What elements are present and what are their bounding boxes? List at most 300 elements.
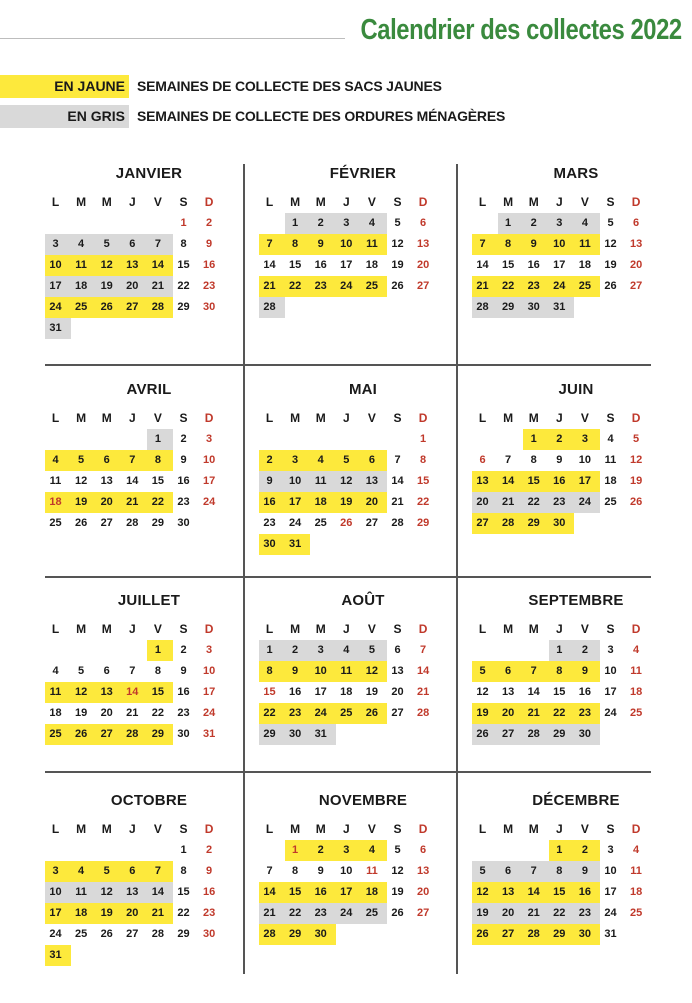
day-cell: 28 — [151, 928, 165, 940]
weekday-header: M — [315, 622, 326, 636]
weekday-header: V — [367, 622, 376, 636]
day-cell: 17 — [202, 475, 216, 487]
day-cell: 11 — [579, 238, 591, 250]
day-cell: 22 — [527, 496, 540, 508]
day-cell: 21 — [391, 496, 404, 508]
weekday-header: J — [555, 622, 563, 636]
day-cell: 28 — [126, 517, 139, 529]
month-11 — [259, 792, 467, 982]
day-cell: 5 — [607, 217, 614, 229]
day-cell: 2 — [206, 217, 213, 229]
day-cell: 21 — [527, 707, 540, 719]
day-cell: 31 — [288, 538, 302, 550]
day-cell: 25 — [74, 301, 88, 313]
day-cell: 16 — [177, 475, 190, 487]
day-cell: 25 — [629, 707, 643, 719]
day-cell: 18 — [629, 686, 643, 698]
day-cell: 22 — [177, 280, 190, 292]
day-cell: 22 — [288, 280, 302, 292]
day-cell: 12 — [365, 665, 379, 677]
day-cell: 25 — [365, 907, 379, 919]
day-cell: 5 — [103, 865, 110, 877]
day-cell: 26 — [629, 496, 643, 508]
day-cell: 24 — [604, 907, 617, 919]
day-cell: 8 — [180, 238, 187, 250]
day-cell: 21 — [263, 280, 276, 292]
weekday-header: V — [367, 822, 376, 836]
day-cell: 26 — [365, 707, 379, 719]
day-cell: 4 — [607, 433, 614, 445]
day-cell: 1 — [292, 844, 299, 856]
weekday-header: M — [503, 822, 514, 836]
day-cell: 8 — [154, 665, 161, 677]
day-cell: 20 — [501, 907, 515, 919]
day-cell: 14 — [151, 259, 165, 271]
weekday-header: M — [101, 411, 112, 425]
day-cell: 6 — [129, 865, 136, 877]
day-cell: 10 — [202, 454, 216, 466]
day-cell: 22 — [288, 907, 302, 919]
month-8 — [259, 592, 467, 782]
day-cell: 21 — [416, 686, 430, 698]
weekday-header: S — [393, 822, 402, 836]
day-cell: 6 — [129, 238, 136, 250]
day-cell: 28 — [501, 517, 515, 529]
weekday-header: M — [315, 195, 326, 209]
day-cell: 20 — [501, 707, 515, 719]
weekday-header: L — [478, 411, 487, 425]
day-cell: 14 — [263, 886, 276, 898]
day-cell: 21 — [126, 496, 139, 508]
weekday-header: L — [478, 195, 487, 209]
day-cell: 27 — [100, 728, 113, 740]
day-cell: 20 — [391, 686, 404, 698]
day-cell: 23 — [177, 707, 190, 719]
day-cell: 20 — [126, 907, 139, 919]
day-cell: 2 — [266, 454, 273, 466]
day-cell: 26 — [476, 928, 489, 940]
day-cell: 1 — [556, 644, 563, 656]
day-cell: 6 — [633, 217, 640, 229]
day-cell: 24 — [340, 907, 353, 919]
grid-divider-horizontal-1 — [45, 364, 651, 366]
day-cell: 11 — [604, 454, 617, 466]
day-cell: 2 — [292, 644, 299, 656]
weekday-header: S — [606, 822, 615, 836]
day-cell: 12 — [629, 454, 643, 466]
day-cell: 27 — [416, 280, 430, 292]
month-4 — [45, 381, 253, 571]
day-cell: 21 — [151, 907, 165, 919]
day-cell: 11 — [366, 238, 378, 250]
weekday-header: D — [204, 195, 214, 209]
day-cell: 23 — [578, 707, 592, 719]
day-cell: 13 — [501, 686, 515, 698]
legend-gray — [0, 104, 505, 128]
day-cell: 13 — [416, 238, 430, 250]
day-cell: 10 — [340, 865, 353, 877]
day-cell: 30 — [202, 301, 216, 313]
day-cell: 1 — [505, 217, 512, 229]
weekday-header: S — [393, 195, 402, 209]
day-cell: 23 — [553, 496, 566, 508]
day-cell: 15 — [501, 259, 515, 271]
day-cell: 14 — [527, 686, 540, 698]
day-cell: 27 — [126, 928, 139, 940]
day-cell: 16 — [263, 496, 276, 508]
day-cell: 5 — [633, 433, 640, 445]
day-cell: 27 — [416, 907, 430, 919]
day-cell: 28 — [263, 301, 276, 313]
day-cell: 30 — [288, 728, 302, 740]
day-cell: 19 — [391, 886, 404, 898]
day-cell: 9 — [581, 665, 588, 677]
month-3 — [472, 165, 680, 355]
weekday-header: D — [418, 822, 428, 836]
day-cell: 3 — [343, 844, 350, 856]
day-cell: 8 — [556, 665, 563, 677]
day-cell: 18 — [49, 707, 62, 719]
day-cell: 19 — [629, 475, 643, 487]
day-cell: 12 — [604, 238, 617, 250]
day-cell: 1 — [530, 433, 537, 445]
day-cell: 27 — [629, 280, 643, 292]
weekday-header: L — [265, 622, 274, 636]
day-cell: 28 — [476, 301, 489, 313]
day-cell: 29 — [416, 517, 430, 529]
weekday-header: M — [528, 195, 539, 209]
weekday-header: L — [478, 622, 487, 636]
weekday-header: L — [51, 195, 60, 209]
day-cell: 26 — [476, 728, 489, 740]
day-cell: 17 — [202, 686, 216, 698]
day-cell: 13 — [126, 259, 139, 271]
weekday-header: S — [606, 411, 615, 425]
day-cell: 23 — [177, 496, 190, 508]
day-cell: 23 — [314, 280, 327, 292]
weekday-header: S — [606, 195, 615, 209]
day-cell: 6 — [103, 454, 110, 466]
day-cell: 25 — [578, 280, 592, 292]
weekday-header: J — [342, 195, 350, 209]
day-cell: 6 — [394, 644, 401, 656]
day-cell: 26 — [340, 517, 353, 529]
day-cell: 3 — [607, 644, 614, 656]
day-cell: 23 — [527, 280, 540, 292]
day-cell: 22 — [151, 496, 165, 508]
day-cell: 7 — [154, 238, 161, 250]
day-cell: 13 — [126, 886, 139, 898]
day-cell: 18 — [49, 496, 62, 508]
day-cell: 3 — [292, 454, 299, 466]
day-cell: 3 — [52, 238, 59, 250]
day-cell: 12 — [476, 886, 489, 898]
month-6 — [472, 381, 680, 571]
day-cell: 21 — [501, 496, 515, 508]
day-cell: 10 — [49, 259, 62, 271]
day-cell: 4 — [78, 865, 85, 877]
day-cell: 18 — [629, 886, 643, 898]
month-name: NOVEMBRE — [318, 792, 408, 809]
day-cell: 24 — [340, 280, 353, 292]
day-cell: 13 — [629, 238, 643, 250]
weekday-header: M — [503, 195, 514, 209]
weekday-header: S — [393, 411, 402, 425]
day-cell: 30 — [553, 517, 566, 529]
weekday-header: D — [418, 622, 428, 636]
day-cell: 14 — [126, 686, 139, 698]
day-cell: 15 — [553, 686, 566, 698]
weekday-header: M — [503, 411, 514, 425]
weekday-header: L — [478, 822, 487, 836]
day-cell: 7 — [530, 665, 537, 677]
month-7 — [45, 592, 253, 782]
day-cell: 27 — [100, 517, 113, 529]
weekday-header: D — [204, 411, 214, 425]
day-cell: 31 — [314, 728, 327, 740]
day-cell: 27 — [365, 517, 379, 529]
day-cell: 11 — [314, 475, 327, 487]
day-cell: 4 — [633, 844, 640, 856]
weekday-header: L — [51, 822, 60, 836]
day-cell: 9 — [206, 865, 213, 877]
day-cell: 3 — [556, 217, 563, 229]
day-cell: 4 — [52, 454, 59, 466]
legend-gray-swatch: EN GRIS — [0, 105, 129, 128]
day-cell: 24 — [553, 280, 566, 292]
day-cell: 13 — [100, 686, 113, 698]
day-cell: 10 — [288, 475, 302, 487]
day-cell: 3 — [343, 217, 350, 229]
weekday-header: V — [153, 622, 162, 636]
day-cell: 3 — [206, 644, 213, 656]
day-cell: 17 — [49, 280, 62, 292]
weekday-header: D — [204, 822, 214, 836]
month-12 — [472, 792, 680, 982]
weekday-header: J — [342, 622, 350, 636]
day-cell: 7 — [420, 644, 427, 656]
weekday-header: J — [555, 822, 563, 836]
weekday-header: M — [315, 822, 326, 836]
day-cell: 3 — [581, 433, 588, 445]
day-cell: 23 — [578, 907, 592, 919]
day-cell: 24 — [314, 707, 327, 719]
day-cell: 23 — [263, 517, 276, 529]
weekday-header: M — [503, 622, 514, 636]
weekday-header: V — [153, 822, 162, 836]
day-cell: 7 — [154, 865, 161, 877]
day-cell: 11 — [75, 259, 87, 271]
weekday-header: M — [290, 822, 301, 836]
day-cell: 16 — [553, 475, 566, 487]
day-cell: 20 — [100, 707, 113, 719]
day-cell: 20 — [126, 280, 139, 292]
day-cell: 26 — [74, 517, 88, 529]
day-cell: 3 — [206, 433, 213, 445]
day-cell: 28 — [263, 928, 276, 940]
day-cell: 15 — [288, 886, 302, 898]
day-cell: 29 — [501, 301, 515, 313]
weekday-header: J — [342, 822, 350, 836]
day-cell: 17 — [49, 907, 62, 919]
day-cell: 8 — [292, 238, 299, 250]
day-cell: 5 — [343, 454, 350, 466]
weekday-header: D — [631, 822, 641, 836]
day-cell: 17 — [314, 686, 327, 698]
day-cell: 11 — [630, 865, 642, 877]
day-cell: 26 — [391, 907, 404, 919]
day-cell: 15 — [177, 259, 190, 271]
day-cell: 2 — [581, 644, 588, 656]
day-cell: 19 — [340, 496, 353, 508]
weekday-header: M — [101, 195, 112, 209]
day-cell: 9 — [556, 454, 563, 466]
day-cell: 18 — [365, 886, 379, 898]
weekday-header: M — [528, 622, 539, 636]
day-cell: 5 — [479, 865, 486, 877]
day-cell: 9 — [530, 238, 537, 250]
day-cell: 14 — [416, 665, 430, 677]
weekday-header: M — [290, 622, 301, 636]
day-cell: 27 — [126, 301, 139, 313]
month-1 — [45, 165, 253, 355]
weekday-header: M — [101, 622, 112, 636]
weekday-header: V — [367, 411, 376, 425]
weekday-header: L — [265, 411, 274, 425]
day-cell: 28 — [527, 928, 540, 940]
day-cell: 22 — [553, 907, 566, 919]
day-cell: 19 — [604, 259, 617, 271]
day-cell: 4 — [633, 644, 640, 656]
month-name: MARS — [553, 165, 599, 182]
day-cell: 1 — [180, 844, 187, 856]
day-cell: 4 — [368, 217, 375, 229]
weekday-header: V — [153, 195, 162, 209]
day-cell: 19 — [476, 707, 489, 719]
day-cell: 5 — [394, 844, 401, 856]
day-cell: 4 — [581, 217, 588, 229]
day-cell: 11 — [630, 665, 642, 677]
day-cell: 15 — [527, 475, 540, 487]
day-cell: 14 — [476, 259, 489, 271]
day-cell: 10 — [340, 238, 353, 250]
weekday-header: V — [367, 195, 376, 209]
legend-yellow-swatch: EN JAUNE — [0, 75, 129, 98]
weekday-header: L — [265, 195, 274, 209]
day-cell: 31 — [553, 301, 566, 313]
day-cell: 18 — [74, 280, 88, 292]
day-cell: 25 — [365, 280, 379, 292]
day-cell: 1 — [292, 217, 299, 229]
weekday-header: S — [179, 411, 188, 425]
day-cell: 15 — [288, 259, 302, 271]
day-cell: 7 — [505, 454, 512, 466]
day-cell: 4 — [368, 844, 375, 856]
day-cell: 12 — [100, 886, 113, 898]
day-cell: 8 — [154, 454, 161, 466]
day-cell: 9 — [317, 865, 324, 877]
day-cell: 29 — [527, 517, 540, 529]
day-cell: 9 — [180, 454, 187, 466]
day-cell: 11 — [340, 665, 353, 677]
weekday-header: J — [128, 195, 136, 209]
day-cell: 29 — [263, 728, 276, 740]
weekday-header: M — [101, 822, 112, 836]
day-cell: 27 — [501, 728, 515, 740]
weekday-header: S — [179, 195, 188, 209]
day-cell: 12 — [391, 865, 404, 877]
day-cell: 5 — [479, 665, 486, 677]
month-name: JUILLET — [117, 592, 181, 609]
day-cell: 28 — [527, 728, 540, 740]
day-cell: 20 — [476, 496, 489, 508]
day-cell: 14 — [263, 259, 276, 271]
weekday-header: M — [315, 411, 326, 425]
day-cell: 12 — [476, 686, 489, 698]
day-cell: 19 — [391, 259, 404, 271]
day-cell: 19 — [100, 907, 113, 919]
day-cell: 18 — [74, 907, 88, 919]
day-cell: 7 — [530, 865, 537, 877]
day-cell: 29 — [553, 928, 566, 940]
day-cell: 5 — [78, 454, 85, 466]
day-cell: 16 — [314, 259, 327, 271]
day-cell: 5 — [103, 238, 110, 250]
weekday-header: D — [631, 622, 641, 636]
day-cell: 3 — [52, 865, 59, 877]
day-cell: 19 — [74, 707, 88, 719]
day-cell: 29 — [553, 728, 566, 740]
day-cell: 29 — [288, 928, 302, 940]
day-cell: 30 — [527, 301, 540, 313]
legend-yellow — [0, 74, 442, 98]
month-name: DÉCEMBRE — [532, 792, 620, 809]
day-cell: 8 — [266, 665, 273, 677]
page-title: Calendrier des collectes 2022 — [360, 14, 682, 46]
day-cell: 4 — [343, 644, 350, 656]
day-cell: 2 — [317, 844, 324, 856]
day-cell: 13 — [391, 665, 404, 677]
day-cell: 12 — [391, 238, 404, 250]
day-cell: 25 — [74, 928, 88, 940]
weekday-header: M — [76, 195, 87, 209]
day-cell: 23 — [202, 280, 216, 292]
day-cell: 29 — [177, 301, 190, 313]
day-cell: 2 — [530, 217, 537, 229]
day-cell: 22 — [263, 707, 276, 719]
day-cell: 7 — [129, 665, 136, 677]
day-cell: 24 — [49, 928, 62, 940]
day-cell: 14 — [391, 475, 404, 487]
weekday-header: V — [580, 622, 589, 636]
weekday-header: S — [606, 622, 615, 636]
day-cell: 28 — [416, 707, 430, 719]
day-cell: 19 — [100, 280, 113, 292]
weekday-header: J — [342, 411, 350, 425]
weekday-header: J — [128, 622, 136, 636]
month-name: AOÛT — [341, 592, 385, 609]
month-name: MAI — [348, 381, 378, 398]
day-cell: 4 — [52, 665, 59, 677]
day-cell: 9 — [581, 865, 588, 877]
day-cell: 23 — [202, 907, 216, 919]
day-cell: 31 — [49, 949, 62, 961]
day-cell: 30 — [177, 728, 190, 740]
day-cell: 19 — [365, 686, 379, 698]
day-cell: 13 — [476, 475, 489, 487]
day-cell: 16 — [314, 886, 327, 898]
day-cell: 24 — [202, 707, 216, 719]
